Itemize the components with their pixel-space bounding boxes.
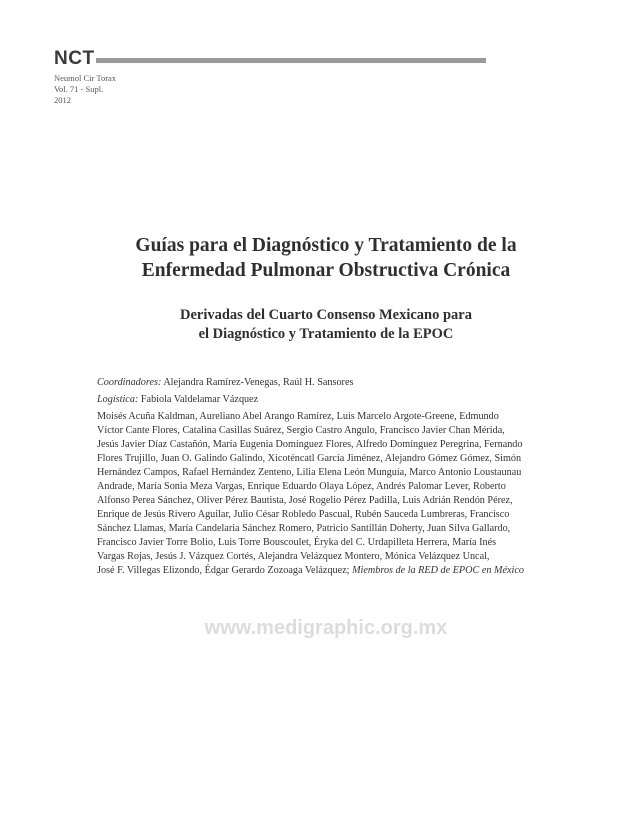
coordinators-line [97, 376, 547, 390]
document-title [0, 233, 638, 283]
watermark: www.medigraphic.org.mx [204, 617, 448, 639]
logistics-names: Fabiola Valdelamar Vázquez [140, 394, 259, 405]
members-line: Víctor Cante Flores, Catalina Casillas Suárez, Sergio Castro Angulo, Francisco Javier Chan Mérida, [97, 425, 505, 436]
subtitle-line: Derivadas del Cuarto Consenso Mexicano para [179, 307, 472, 323]
members-last-line [97, 564, 547, 578]
members-line: Flores Trujillo, Juan O. Galindo Galindo, Xicoténcatl García Jiménez, Alejandro Gómez Gómez, Simón [97, 453, 522, 464]
author-credits [97, 376, 547, 578]
document-subtitle [0, 306, 638, 343]
header-rule [96, 58, 486, 63]
members-line: Hernández Campos, Rafael Hernández Zenteno, Lilia Elena León Munguía, Marco Antonio Loustaunau [97, 467, 522, 478]
members-network-note: Miembros de la RED de EPOC en México [352, 565, 524, 576]
title-line: Enfermedad Pulmonar Obstructiva Crónica [141, 260, 511, 281]
members-line: Francisco Javier Torre Bolio, Luis Torre Bouscoulet, Éryka del C. Urdapilleta Herrera, María Inés [97, 537, 497, 548]
members-last-names: José F. Villegas Elizondo, Édgar Gerardo Zozoaga Velázquez; [97, 565, 350, 576]
coordinators-names: Alejandra Ramírez-Venegas, Raúl H. Sansores [163, 377, 354, 388]
journal-logo: NCT [54, 48, 95, 69]
members-list [97, 410, 547, 578]
journal-volume: Vol. 71 - Supl. [54, 83, 104, 94]
logistics-label: Logística: [97, 394, 139, 405]
members-line: Enrique de Jesús Rivero Aguilar, Julio César Robledo Pascual, Rubén Sauceda Lumbreras, Francisco [97, 509, 510, 520]
journal-info [54, 73, 116, 105]
members-line: Andrade, María Sonia Meza Vargas, Enrique Eduardo Olaya López, Andrés Palomar Lever, Roberto [97, 481, 506, 492]
members-line: Jesús Javier Díaz Castañón, María Eugenia Domínguez Flores, Alfredo Domínguez Peregrina, Fernando [97, 439, 523, 450]
title-line: Guías para el Diagnóstico y Tratamiento de la [135, 235, 517, 256]
members-line: Alfonso Perea Sánchez, Oliver Pérez Bautista, José Rogelio Pérez Padilla, Luis Adrián Rendón Pérez, [97, 495, 513, 506]
members-line: Vargas Rojas, Jesús J. Vázquez Cortés, Alejandra Velázquez Montero, Mónica Velázquez Uncal, [97, 551, 490, 562]
logistics-line [97, 393, 547, 407]
coordinators-label: Coordinadores: [97, 377, 162, 388]
subtitle-line: el Diagnóstico y Tratamiento de la EPOC [198, 325, 454, 342]
members-line: Sánchez Llamas, María Candelaria Sánchez Romero, Patricio Santillán Doherty, Juan Silva Gallardo, [97, 523, 511, 534]
members-line: Moisés Acuña Kaldman, Aureliano Abel Arango Ramírez, Luis Marcelo Argote-Greene, Edmundo [97, 411, 499, 422]
journal-name: Neumol Cir Torax [54, 73, 117, 83]
journal-year: 2012 [54, 94, 71, 105]
